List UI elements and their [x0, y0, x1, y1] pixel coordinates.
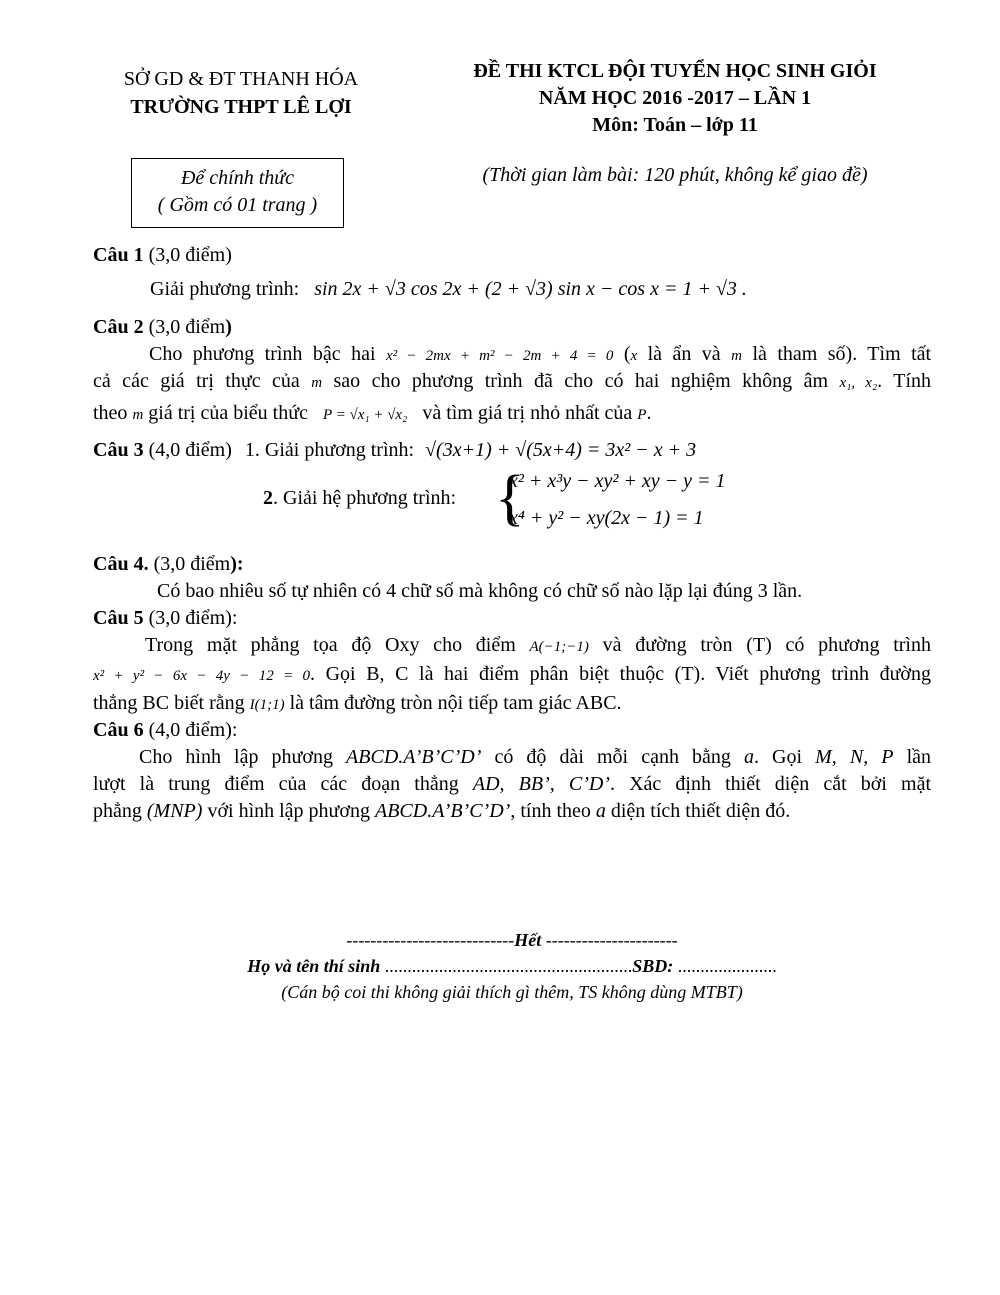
- q5-point-i: I(1;1): [249, 697, 285, 713]
- q2-var-m: m: [311, 375, 323, 391]
- time-note: (Thời gian làm bài: 120 phút, không kể giao đề): [482, 164, 868, 186]
- q3-part-2-number: 2: [263, 487, 273, 509]
- question-5-line-2: [93, 660, 931, 690]
- q2-text: Cho phương trình bậc hai: [149, 343, 376, 365]
- q2-var-m: m: [731, 348, 742, 364]
- q2-var-x: x: [630, 348, 638, 364]
- q5-text: thẳng BC biết rằng: [93, 692, 245, 714]
- official-label: Để chính thức: [180, 167, 295, 189]
- page-count: ( Gồm có 01 trang ): [157, 194, 318, 216]
- end-marker: [93, 930, 931, 951]
- q2-text: giá trị của biểu thức: [148, 402, 308, 424]
- q2-text: (: [623, 343, 631, 365]
- end-label: Hết: [514, 930, 542, 950]
- question-6-points: (4,0 điểm):: [143, 719, 238, 741]
- q2-text: . Tính: [877, 370, 932, 392]
- question-6-line-1: [93, 743, 931, 771]
- q2-text: và tìm giá trị nhỏ nhất của: [422, 402, 633, 424]
- question-2-line-3: [93, 399, 931, 429]
- q6-var-a: a: [595, 800, 606, 822]
- q6-text: lượt là trung điểm của các đoạn thẳng: [93, 773, 459, 795]
- exam-title: ĐỀ THI KTCL ĐỘI TUYỂN HỌC SINH GIỎI: [473, 60, 877, 82]
- question-3-points: (4,0 điểm): [143, 439, 232, 461]
- q6-text: . Gọi: [753, 746, 803, 768]
- proctor-note: (Cán bộ coi thi không giải thích gì thêm, TS không dùng MTBT): [281, 982, 743, 1002]
- school-name: TRƯỜNG THPT LÊ LỢI: [130, 96, 352, 118]
- q6-segments: AD, BB’, C’D’: [472, 773, 610, 795]
- department-name: SỞ GD & ĐT THANH HÓA: [123, 68, 359, 90]
- system-brace: {: [495, 464, 525, 532]
- question-4-title: Câu 4.: [93, 553, 149, 575]
- question-5-line-1: [93, 631, 931, 661]
- question-1-title: Câu 1: [93, 244, 144, 266]
- question-1-heading: [93, 241, 931, 269]
- q6-points-mnp: M, N, P: [815, 746, 894, 768]
- question-2-heading: [93, 313, 931, 341]
- school-year: NĂM HỌC 2016 -2017 – LẦN 1: [538, 87, 812, 109]
- question-1-body: [150, 275, 930, 303]
- question-4-text: Có bao nhiêu số tự nhiên có 4 chữ số mà không có chữ số nào lặp lại đúng 3 lần.: [157, 580, 803, 602]
- question-1-lead: Giải phương trình:: [150, 278, 300, 300]
- question-3-heading: [93, 436, 931, 464]
- question-5-points: (3,0 điểm):: [143, 607, 238, 629]
- q2-text: theo: [93, 402, 128, 424]
- q2-expression-p: P = √x₁ + √x₂: [322, 407, 408, 423]
- q5-text: . Gọi B, C là hai điểm phân biệt thuộc (T). Viết phương trình đường: [310, 663, 931, 685]
- q2-quadratic: x² − 2mx + m² − 2m + 4 = 0: [385, 348, 614, 364]
- q2-var-p: P: [637, 407, 647, 423]
- question-3-part-1-equation: √(3x+1) + √(5x+4) = 3x² − x + 3: [425, 439, 697, 461]
- q6-plane: (MNP): [146, 800, 203, 822]
- end-dashes-left: ----------------------------: [346, 930, 515, 950]
- candidate-info: [93, 956, 931, 977]
- q5-point-a: A(−1;−1): [529, 639, 589, 655]
- question-4-heading: [93, 550, 931, 578]
- question-2-close: ): [225, 316, 232, 338]
- question-6-title: Câu 6: [93, 719, 144, 741]
- q6-text: , tính theo: [510, 800, 591, 822]
- q2-text: là tham số). Tìm tất: [752, 343, 932, 365]
- end-dashes-right: ----------------------: [541, 930, 678, 950]
- q5-text: là tâm đường tròn nội tiếp tam giác ABC.: [289, 692, 622, 714]
- question-6-heading: [93, 716, 931, 744]
- q6-text: có độ dài mỗi cạnh bằng: [494, 746, 731, 768]
- question-3-title: Câu 3: [93, 439, 144, 461]
- question-5-heading: [93, 604, 931, 632]
- question-2-line-1: [93, 340, 931, 370]
- q5-text: và đường tròn (T) có phương trình: [602, 634, 931, 656]
- sbd-label: SBD:: [632, 956, 674, 976]
- question-1-points: (3,0 điểm): [143, 244, 232, 266]
- q6-text: diện tích thiết diện đó.: [610, 800, 791, 822]
- q2-text: sao cho phương trình đã cho có hai nghiệm không âm: [333, 370, 829, 392]
- question-6-line-2: [93, 770, 931, 798]
- q6-text: với hình lập phương: [207, 800, 370, 822]
- q2-var-m: m: [132, 407, 144, 423]
- q6-cube-name: ABCD.A’B’C’D’: [346, 746, 482, 768]
- question-1-equation: sin 2x + √3 cos 2x + (2 + √3) sin x − cos x = 1 + √3 .: [314, 278, 747, 300]
- question-4-points: (3,0 điểm: [148, 553, 231, 575]
- system-equation-2: x⁴ + y² − xy(2x − 1) = 1: [509, 507, 704, 529]
- q5-text: Trong mặt phẳng tọa độ Oxy cho điểm: [145, 634, 516, 656]
- q2-text: .: [646, 402, 652, 424]
- q2-roots: x₁, x₂: [839, 375, 878, 391]
- q2-text: cả các giá trị thực của: [93, 370, 300, 392]
- system-equation-1: x² + x³y − xy² + xy − y = 1: [509, 470, 726, 492]
- question-5-title: Câu 5: [93, 607, 144, 629]
- subject-line: Môn: Toán – lớp 11: [592, 114, 758, 136]
- question-2-line-2: [93, 367, 931, 397]
- question-2-points: (3,0 điểm: [143, 316, 226, 338]
- q6-text: Cho hình lập phương: [139, 746, 333, 768]
- question-2-title: Câu 2: [93, 316, 144, 338]
- q5-circle-equation: x² + y² − 6x − 4y − 12 = 0: [93, 668, 311, 684]
- question-6-line-3: [93, 797, 931, 825]
- q6-var-a: a: [743, 746, 754, 768]
- question-5-line-3: [93, 689, 931, 719]
- q6-cube-name: ABCD.A’B’C’D’: [374, 800, 511, 822]
- q6-text: lần: [906, 746, 932, 768]
- question-4-close: ):: [230, 553, 244, 575]
- q6-text: . Xác định thiết diện cắt bởi mặt: [609, 773, 931, 795]
- question-3-part-2: [263, 487, 456, 510]
- q2-text: là ẩn và: [647, 343, 721, 365]
- question-3-part-1: 1. Giải phương trình:: [244, 439, 415, 461]
- sbd-dots: ......................: [673, 956, 777, 976]
- q6-text: phẳng: [93, 800, 142, 822]
- q3-part-2-label: . Giải hệ phương trình:: [273, 487, 457, 509]
- candidate-name-label: Họ và tên thí sinh: [247, 956, 381, 976]
- candidate-name-dots: .......................................................: [380, 956, 633, 976]
